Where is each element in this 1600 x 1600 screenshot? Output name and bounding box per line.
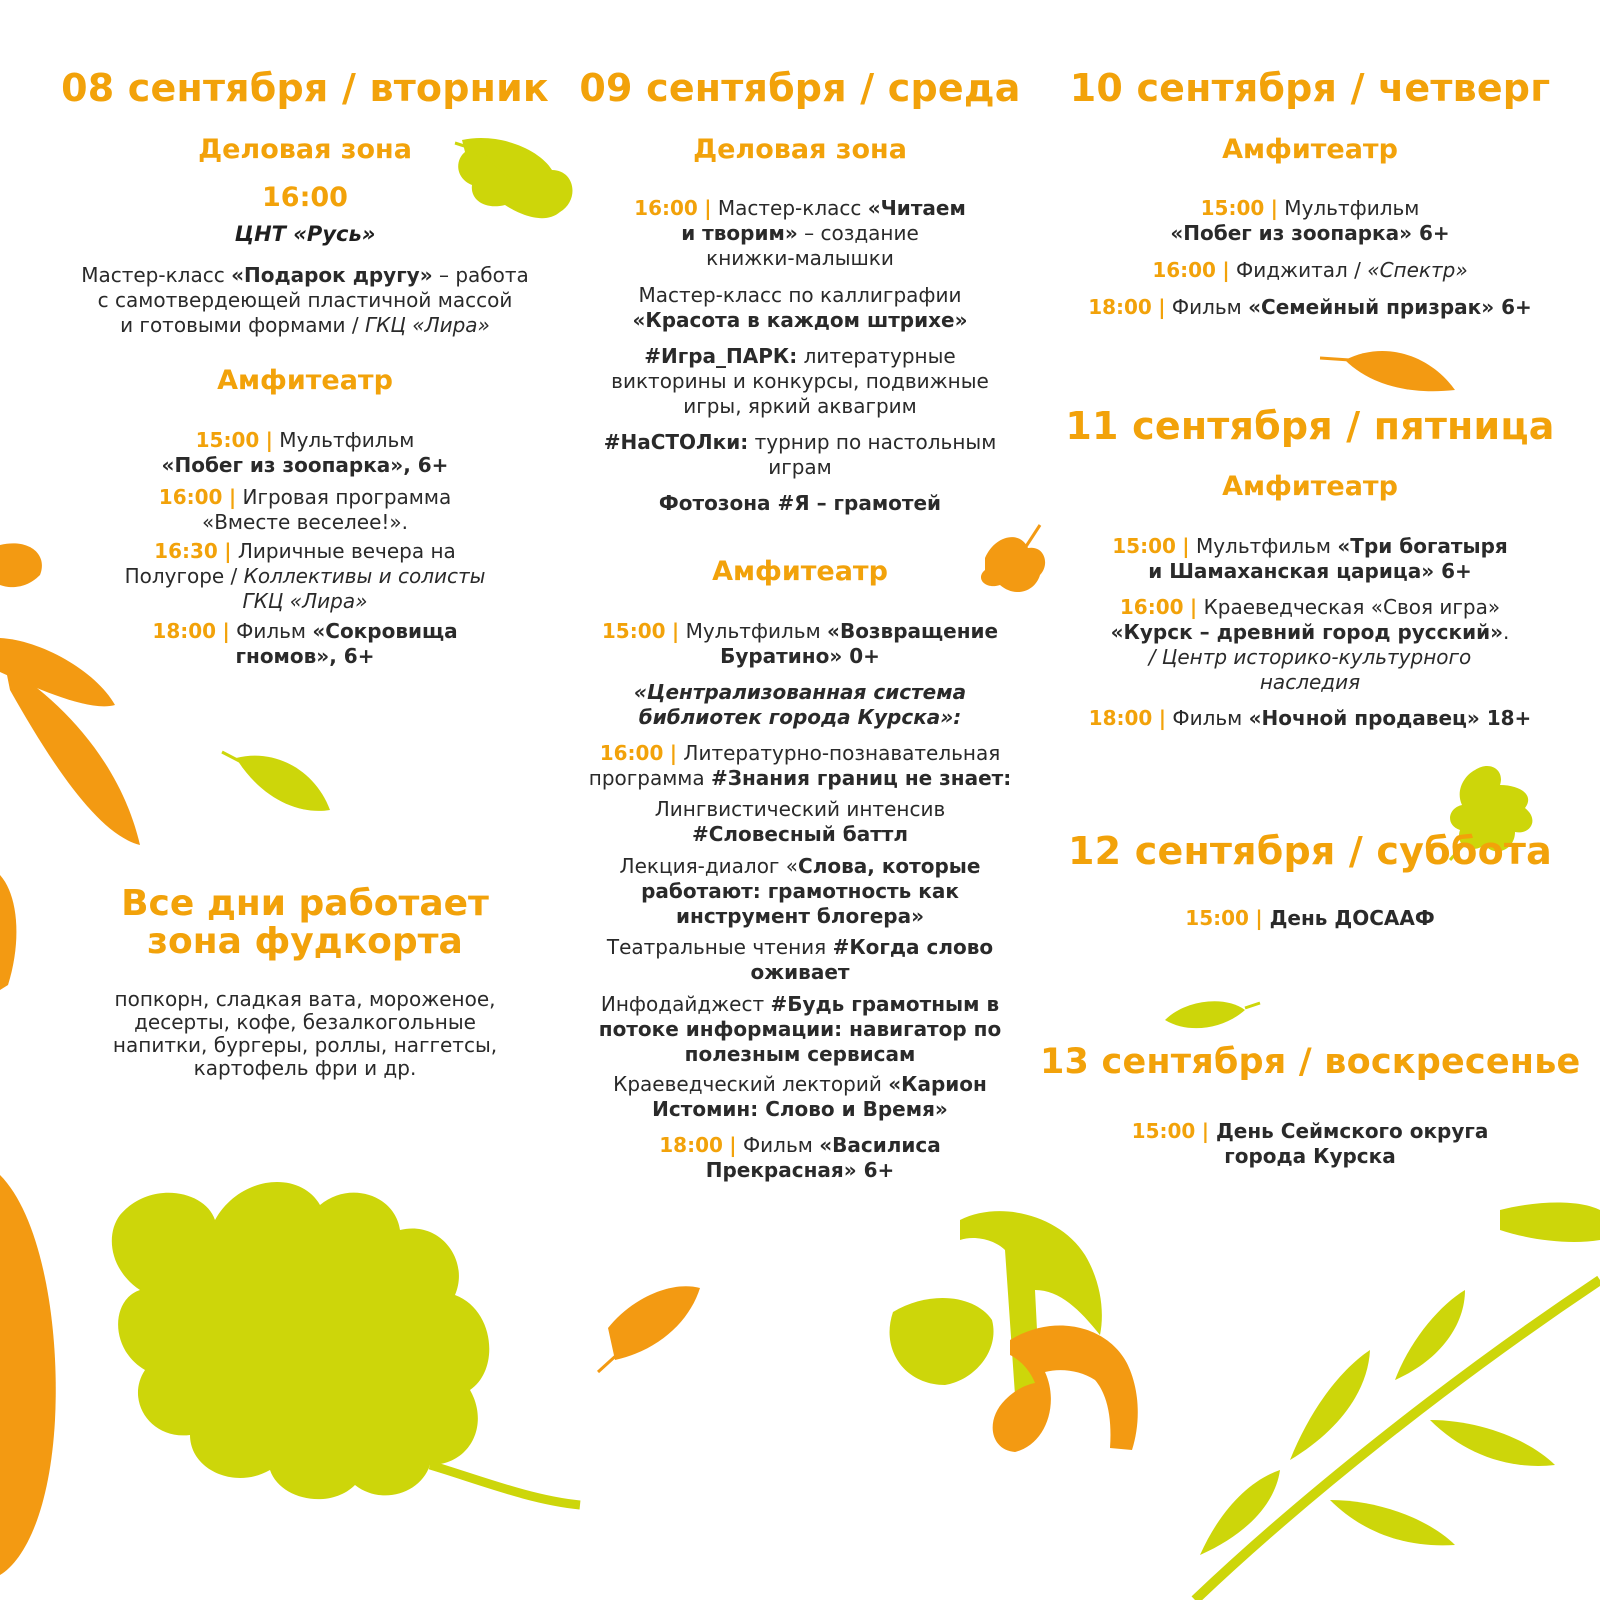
zone-title: Амфитеатр [1222, 471, 1398, 502]
event-item: Мастер-класс по каллиграфии «Красота в каждом штрихе» [632, 283, 968, 332]
event-item: 16:00 | Краеведческая «Своя игра» «Курск – древний город русский». / Центр историко-культурного наследия [1110, 595, 1510, 694]
green-branch-icon [1195, 1280, 1600, 1600]
foodcourt-title: Все дни работает зона фудкорта [121, 883, 489, 962]
orange-leaf-icon [0, 1175, 56, 1575]
orange-leaf-icon [0, 875, 16, 990]
event-item: 16:00 | Игровая программа «Вместе веселее!». [158, 485, 452, 534]
event-item: 15:00 | Мультфильм «Возвращение Буратино» 0+ [601, 619, 999, 668]
event-item: 15:00 | День ДОСААФ [1185, 906, 1435, 930]
day-title: 11 сентября / пятница [1065, 404, 1555, 448]
event-item: 16:00 | Фиджитал / «Спектр» [1152, 258, 1468, 282]
event-item: 16:00 | Литературно-познавательная программа #Знания границ не знает: [588, 741, 1012, 790]
event-item: 18:00 | Фильм «Сокровища гномов», 6+ [152, 619, 458, 668]
event-item: Инфодайджест #Будь грамотным в потоке информации: навигатор по полезным сервисам [598, 992, 1002, 1066]
leaf-stem-icon [1245, 1003, 1260, 1008]
green-leaf-icon [1200, 1470, 1280, 1555]
event-item: 15:00 | Мультфильм «Три богатыря и Шамаханская царица» 6+ [1112, 534, 1508, 583]
event-item: Мастер-класс «Подарок другу» – работа с самотвердеющей пластичной массой и готовыми формами / ГКЦ «Лира» [81, 263, 529, 337]
leaf-stem-icon [430, 1465, 580, 1505]
leaf-stem-icon [1320, 358, 1350, 360]
zone-title: Деловая зона [693, 134, 907, 165]
green-leaf-icon [1290, 1350, 1370, 1460]
event-time: 16:00 [262, 182, 348, 213]
zone-title: Деловая зона [198, 134, 412, 165]
green-leaf-icon [1500, 1203, 1600, 1242]
green-oak-leaf-icon [112, 1182, 489, 1499]
leaf-stem-icon [1025, 525, 1040, 548]
event-item: 18:00 | Фильм «Василиса Прекрасная» 6+ [659, 1133, 941, 1182]
green-leaf-icon [1430, 1420, 1555, 1466]
day-title: 13 сентября / воскресенье [1040, 1042, 1581, 1082]
green-leaf-icon [1330, 1500, 1455, 1545]
event-item: Лекция-диалог «Слова, которые работают: грамотность как инструмент блогера» [619, 854, 981, 928]
day-title: 09 сентября / среда [579, 66, 1021, 110]
zone-title: Амфитеатр [217, 365, 393, 396]
zone-title: Амфитеатр [1222, 134, 1398, 165]
event-venue: ЦНТ «Русь» [234, 222, 376, 246]
event-item: Краеведческий лекторий «Карион Истомин: Слово и Время» [613, 1072, 987, 1121]
day-title: 12 сентября / суббота [1068, 829, 1552, 873]
event-item: Театральные чтения #Когда слово оживает [606, 935, 994, 984]
music-note-icon [993, 1326, 1138, 1452]
green-leaf-icon [1395, 1290, 1465, 1380]
day-title: 10 сентября / четверг [1069, 66, 1551, 110]
event-item: 15:00 | Мультфильм «Побег из зоопарка» 6+ [1170, 196, 1450, 245]
day-title: 08 сентября / вторник [61, 66, 549, 110]
event-item: 16:00 | Мастер-класс «Читаем и творим» – создание книжки-малышки [634, 196, 966, 270]
event-item: 18:00 | Фильм «Ночной продавец» 18+ [1088, 706, 1532, 730]
event-item: 15:00 | Мультфильм «Побег из зоопарка», 6+ [161, 428, 449, 477]
organizer-title: «Централизованная система библиотек города Курска»: [633, 680, 967, 729]
event-item: 15:00 | День Сеймского округа города Курска [1131, 1119, 1489, 1168]
zone-title: Амфитеатр [712, 556, 888, 587]
event-item: #Игра_ПАРК: литературные викторины и конкурсы, подвижные игры, яркий аквагрим [611, 344, 989, 418]
green-leaf-icon [236, 756, 330, 811]
event-item: 16:30 | Лиричные вечера на Полугоре / Коллективы и солисты ГКЦ «Лира» [124, 539, 486, 613]
green-leaf-icon [890, 1298, 994, 1385]
event-item: 18:00 | Фильм «Семейный призрак» 6+ [1088, 295, 1532, 319]
event-item: Лингвистический интенсив #Словесный баттл [654, 797, 946, 846]
green-leaf-icon [1165, 1001, 1245, 1028]
leaf-stem-icon [598, 1352, 620, 1372]
foodcourt-menu: попкорн, сладкая вата, мороженое, десерты, кофе, безалкогольные напитки, бургеры, роллы, наггетсы, картофель фри и др. [112, 987, 498, 1080]
event-item: Фотозона #Я – грамотей [658, 491, 942, 515]
event-item: #НаСТОЛки: турнир по настольным играм [603, 430, 997, 479]
orange-leaf-icon [0, 543, 42, 587]
orange-leaf-icon [1345, 351, 1455, 391]
orange-leaf-icon [608, 1286, 700, 1360]
